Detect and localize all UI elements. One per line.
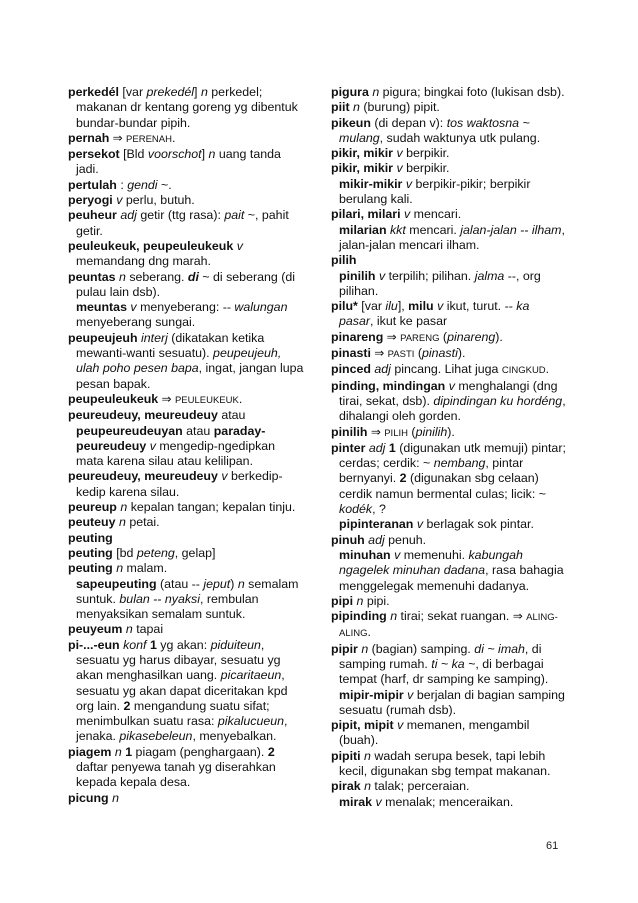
dictionary-entry bbox=[68, 208, 304, 239]
dictionary-entry bbox=[68, 178, 304, 193]
headword: pertulah bbox=[68, 177, 117, 192]
entry-text: , sudah waktunya utk pulang. bbox=[379, 130, 541, 145]
dictionary-entry bbox=[331, 146, 567, 161]
entry-text: ⇒ bbox=[509, 609, 527, 624]
dictionary-entry bbox=[331, 642, 567, 688]
headword: pinced bbox=[331, 362, 371, 377]
entry-text: mengandung suatu sifat; menimbulkan suatu rasa: bbox=[76, 698, 270, 729]
page-number: 61 bbox=[546, 840, 559, 852]
entry-text: jalan-jalan -- ilham bbox=[460, 222, 562, 237]
entry-text: seberang. bbox=[125, 269, 188, 284]
headword: mikir-mikir bbox=[339, 176, 403, 191]
entry-text: n bbox=[118, 515, 126, 530]
headword: piagem bbox=[68, 744, 112, 759]
entry-text: n bbox=[125, 622, 133, 637]
entry-text: v bbox=[394, 547, 401, 562]
entry-text: mencari. bbox=[410, 207, 462, 222]
entry-text: ], bbox=[397, 299, 409, 314]
headword: pinasti bbox=[331, 346, 371, 361]
entry-text: atau bbox=[182, 423, 214, 438]
dictionary-entry bbox=[331, 346, 567, 362]
dictionary-entry bbox=[331, 330, 567, 346]
cross-reference: CINGKUD bbox=[501, 365, 546, 377]
entry-text: , ? bbox=[372, 502, 386, 517]
entry-text: ( bbox=[407, 424, 416, 439]
entry-text: v bbox=[396, 146, 403, 161]
entry-text: ⇒ bbox=[370, 346, 388, 361]
cross-reference: ALING-ALING bbox=[339, 612, 558, 640]
dictionary-entry bbox=[68, 515, 304, 530]
entry-text: ~. bbox=[157, 177, 172, 192]
entry-text: jeput bbox=[203, 576, 231, 591]
entry-text: (atau -- bbox=[156, 576, 204, 591]
entry-text: berpikir. bbox=[402, 146, 450, 161]
headword: peureudeuy, meureudeuy bbox=[68, 408, 218, 423]
entry-text: n bbox=[116, 561, 124, 576]
headword: 2 bbox=[399, 471, 407, 486]
entry-text: berlagak sok pintar. bbox=[423, 517, 534, 532]
entry-text: kodék bbox=[339, 502, 373, 517]
entry-text: peteng bbox=[136, 545, 175, 560]
dictionary-entry bbox=[68, 622, 304, 637]
dictionary-entry bbox=[331, 299, 567, 330]
dictionary-entry bbox=[68, 408, 304, 469]
entry-text: (di depan v): bbox=[370, 115, 447, 130]
entry-text: . bbox=[238, 391, 243, 406]
entry-text: v bbox=[397, 718, 404, 733]
headword: persekot bbox=[68, 147, 120, 162]
entry-text: n bbox=[112, 790, 119, 805]
entry-text: wadah serupa besek, tapi lebih kecil, digunakan sbg tempat makanan. bbox=[339, 748, 551, 779]
entry-text: v bbox=[116, 193, 123, 208]
headword: pi-...-eun bbox=[68, 637, 120, 652]
entry-text: daftar penyewa tanah yg diserahkan kepada kepala desa. bbox=[76, 760, 276, 790]
entry-text: pikasebeleun bbox=[119, 729, 193, 744]
dictionary-entry bbox=[68, 239, 304, 270]
entry-text: v bbox=[404, 207, 411, 222]
entry-text: ( bbox=[414, 346, 422, 361]
dictionary-entry bbox=[331, 609, 567, 642]
entry-text: memenuhi. bbox=[400, 547, 469, 562]
entry-text: [var bbox=[118, 85, 147, 99]
entry-text: ). bbox=[447, 424, 455, 439]
dictionary-entry bbox=[68, 546, 304, 561]
headword: 2 bbox=[123, 698, 131, 713]
dictionary-entry bbox=[331, 161, 567, 176]
headword: pilu* bbox=[331, 299, 358, 314]
entry-text: n bbox=[114, 744, 122, 759]
entry-text: v bbox=[236, 238, 243, 253]
sub-entry bbox=[331, 177, 567, 208]
entry-text: v bbox=[130, 300, 137, 315]
dictionary-entry bbox=[68, 85, 304, 131]
entry-text: v bbox=[149, 438, 156, 453]
dictionary-entry bbox=[68, 392, 304, 408]
entry-text: pincang. Lihat juga bbox=[390, 362, 502, 377]
entry-text: n bbox=[118, 269, 126, 284]
headword: pilari, milari bbox=[331, 207, 401, 222]
entry-text: uang tanda jadi. bbox=[76, 147, 281, 177]
headword: pilih bbox=[331, 253, 357, 268]
entry-text: getir (ttg rasa): bbox=[136, 208, 225, 223]
entry-text: ~, pahit getir. bbox=[76, 208, 289, 238]
entry-text: n bbox=[120, 500, 128, 515]
dictionary-entry bbox=[331, 362, 567, 378]
headword: pipiti bbox=[331, 748, 361, 763]
headword: piit bbox=[331, 100, 350, 115]
headword: 2 bbox=[267, 744, 275, 759]
cross-reference: PILIH bbox=[384, 427, 408, 439]
entry-text: n bbox=[356, 593, 364, 608]
headword: peuting bbox=[68, 545, 113, 560]
entry-text: prekedél bbox=[146, 85, 195, 99]
entry-text: pinasti bbox=[422, 346, 458, 361]
entry-text: v bbox=[448, 378, 455, 393]
headword: picung bbox=[68, 790, 109, 805]
entry-text: terpilih; pilihan. bbox=[385, 268, 475, 283]
headword: perkedél bbox=[68, 85, 119, 99]
headword: minuhan bbox=[339, 547, 391, 562]
headword: pernah bbox=[68, 130, 110, 145]
dictionary-entry bbox=[331, 253, 567, 268]
entry-text: , sesuatu yg harus dibayar, sesuatu yg akan menghasilkan uang. bbox=[76, 637, 281, 683]
headword: milarian bbox=[339, 222, 387, 237]
cross-reference: PEULEUKEUK bbox=[174, 394, 239, 406]
headword: mipir-mipir bbox=[339, 687, 404, 702]
entry-text: (digunakan utk memuji) pintar; cerdas; cerdik: ~ bbox=[339, 440, 566, 471]
entry-text: [var bbox=[357, 299, 386, 314]
entry-text: n bbox=[372, 85, 380, 99]
headword: pipinding bbox=[331, 609, 387, 624]
entry-text: berpikir. bbox=[402, 161, 450, 176]
entry-text: picaritaeun bbox=[220, 668, 282, 683]
entry-text: adj bbox=[120, 208, 137, 223]
headword: peuleukeuk, peupeuleukeuk bbox=[68, 238, 234, 253]
entry-text: yg akan: bbox=[156, 637, 211, 652]
entry-text: ⇒ bbox=[383, 329, 401, 344]
entry-text: [Bld bbox=[119, 147, 148, 162]
dictionary-entry bbox=[68, 331, 304, 392]
sub-entry bbox=[331, 223, 567, 254]
entry-text: kepalan tangan; kepalan tinju. bbox=[127, 500, 296, 515]
entry-text: menyeberang: -- bbox=[136, 300, 235, 315]
headword: peuteuy bbox=[68, 515, 116, 530]
entry-text: konf bbox=[123, 637, 147, 652]
entry-text: n bbox=[237, 576, 245, 591]
entry-text: memandang dng marah. bbox=[76, 254, 212, 269]
dictionary-entry bbox=[331, 85, 567, 100]
entry-text: tos waktosna ~ mulang bbox=[339, 115, 530, 145]
headword: pirak bbox=[331, 779, 361, 794]
headword: pipit, mipit bbox=[331, 718, 394, 733]
headword: pipi bbox=[331, 593, 354, 608]
dictionary-entry bbox=[331, 718, 567, 749]
dictionary-entry bbox=[331, 425, 567, 441]
entry-text: di bbox=[187, 269, 199, 284]
headword: pigura bbox=[331, 85, 369, 99]
dictionary-entry bbox=[331, 379, 567, 425]
entry-text: v bbox=[396, 161, 403, 176]
entry-text: voorschot bbox=[147, 147, 202, 162]
headword: pipinteranan bbox=[339, 517, 414, 532]
entry-text: ( bbox=[439, 329, 448, 344]
headword: pikir, mikir bbox=[331, 161, 393, 176]
entry-text: berjalan di bagian samping sesuatu (rumah dsb). bbox=[339, 687, 565, 717]
headword: pinuh bbox=[331, 532, 365, 547]
entry-text: nembang bbox=[433, 456, 486, 471]
entry-text: piduiteun bbox=[210, 637, 261, 652]
entry-text: , menyebalkan. bbox=[192, 729, 277, 744]
entry-text: kabungah ngagelek minuhan dadana bbox=[339, 547, 523, 578]
sub-entry bbox=[331, 517, 567, 532]
entry-text: pipi. bbox=[363, 593, 390, 608]
headword: 1 bbox=[125, 744, 133, 759]
dictionary-entry bbox=[331, 533, 567, 548]
entry-text: , jenaka. bbox=[76, 714, 288, 744]
dictionary-entry bbox=[68, 791, 304, 806]
dictionary-entry bbox=[331, 441, 567, 517]
dictionary-entry bbox=[331, 116, 567, 147]
entry-text: kkt bbox=[389, 222, 406, 237]
headword: 1 bbox=[388, 440, 396, 455]
dictionary-entry bbox=[68, 561, 304, 576]
entry-text: (bagian) samping. bbox=[368, 641, 475, 656]
headword: mirak bbox=[339, 794, 373, 809]
entry-text: ) bbox=[230, 576, 238, 591]
cross-reference: PARENG bbox=[400, 332, 440, 344]
headword: pinter bbox=[331, 440, 366, 455]
headword: peureudeuy, meureudeuy bbox=[68, 469, 218, 484]
entry-text: ilu bbox=[385, 299, 398, 314]
entry-text: ka pasar bbox=[339, 299, 530, 329]
headword: peuntas bbox=[68, 269, 116, 284]
headword: pinilih bbox=[339, 268, 376, 283]
entry-text: --, org pilihan. bbox=[339, 268, 541, 298]
sub-entry bbox=[68, 300, 304, 331]
entry-text: , ikut ke pasar bbox=[370, 314, 448, 329]
dictionary-entry bbox=[68, 147, 304, 178]
entry-text: v bbox=[378, 268, 386, 283]
entry-text: n bbox=[361, 641, 369, 656]
entry-text: semalam suntuk. bbox=[76, 576, 299, 606]
left-column bbox=[68, 85, 304, 806]
entry-text: ikut, turut. -- bbox=[443, 299, 517, 314]
entry-text: menyeberang sungai. bbox=[76, 315, 196, 330]
dictionary-entry bbox=[331, 594, 567, 609]
entry-text: piagam (penghargaan). bbox=[132, 744, 268, 759]
entry-text: n bbox=[353, 100, 360, 115]
entry-text: v bbox=[407, 687, 414, 702]
dictionary-entry bbox=[68, 500, 304, 515]
headword: pikir, mikir bbox=[331, 146, 393, 161]
entry-text: ⇒ bbox=[367, 424, 385, 439]
headword: meuntas bbox=[76, 300, 127, 315]
entry-text: mencari. bbox=[405, 222, 461, 237]
cross-reference: PASTI bbox=[387, 349, 415, 361]
entry-text: ~ di seberang (di pulau lain dsb). bbox=[76, 269, 295, 299]
entry-text: di ~ imah bbox=[474, 641, 525, 656]
dictionary-entry bbox=[68, 270, 304, 301]
entry-text: menghalangi (dng tirai, sekat, dsb). bbox=[339, 378, 558, 408]
dictionary-entry bbox=[68, 469, 304, 500]
entry-text: n bbox=[200, 85, 208, 99]
entry-text: n bbox=[208, 147, 216, 162]
dictionary-entry bbox=[331, 749, 567, 780]
entry-text: (dikatakan ketika mewanti-wanti sesuatu). bbox=[76, 330, 265, 361]
entry-text: pinilih bbox=[415, 424, 448, 439]
sub-entry bbox=[331, 269, 567, 300]
headword: peuting bbox=[68, 530, 113, 545]
entry-text: (digunakan sbg celaan) cerdik namun bermental culas; licik: ~ bbox=[339, 471, 546, 501]
headword: peuheur bbox=[68, 208, 117, 223]
dictionary-entry bbox=[68, 531, 304, 546]
headword: pikeun bbox=[331, 115, 371, 130]
entry-text: (burung) pipit. bbox=[359, 100, 440, 115]
sub-entry bbox=[331, 795, 567, 810]
cross-reference: PERENAH bbox=[126, 133, 172, 145]
headword: pinding, mindingan bbox=[331, 378, 446, 393]
headword: peupeujeuh bbox=[68, 330, 138, 345]
headword: sapeupeuting bbox=[76, 576, 157, 591]
headword: pinilih bbox=[331, 424, 368, 439]
headword: 1 bbox=[149, 637, 157, 652]
entry-text: walungan bbox=[234, 300, 288, 315]
entry-text: ti ~ ka ~ bbox=[431, 656, 476, 671]
entry-text: , di berbagai tempat (harf, dr samping ke samping). bbox=[339, 656, 549, 687]
entry-text: n bbox=[364, 748, 371, 763]
entry-text: ] bbox=[201, 147, 209, 162]
entry-text: menalak; menceraikan. bbox=[381, 794, 514, 809]
entry-text: memanen, mengambil (buah). bbox=[339, 718, 530, 748]
headword: peuting bbox=[68, 561, 113, 576]
entry-text: , pintar bernyanyi. bbox=[339, 456, 524, 486]
entry-text: pinareng bbox=[447, 329, 496, 344]
entry-text: adj bbox=[368, 440, 386, 455]
entry-text: , gelap] bbox=[174, 545, 216, 560]
entry-text: ] bbox=[194, 85, 201, 99]
headword: peupeureudeuyan bbox=[76, 423, 183, 438]
entry-text: , jalan-jalan mencari ilham. bbox=[339, 222, 565, 252]
sub-entry bbox=[331, 548, 567, 594]
headword: peryogi bbox=[68, 193, 113, 208]
entry-text: . bbox=[545, 362, 550, 377]
entry-text: mengedip-ngedipkan mata karena silau atau kelilipan. bbox=[76, 438, 276, 469]
entry-text: ⇒ bbox=[158, 391, 175, 406]
entry-text: perlu, butuh. bbox=[122, 193, 195, 208]
entry-text: , dihalangi oleh gorden. bbox=[339, 393, 566, 424]
entry-text: berpikir-pikir; berpikir berulang kali. bbox=[339, 176, 531, 207]
dictionary-entry bbox=[331, 779, 567, 794]
entry-text: ⇒ bbox=[109, 130, 127, 145]
sub-entry bbox=[331, 688, 567, 719]
entry-text: v bbox=[416, 517, 424, 532]
entry-text: talak; perceraian. bbox=[370, 779, 470, 794]
dictionary-entry bbox=[68, 745, 304, 791]
entry-text: tapai bbox=[132, 622, 164, 637]
entry-text: [bd bbox=[112, 545, 137, 560]
sub-entry bbox=[68, 577, 304, 623]
entry-text: . bbox=[367, 625, 371, 640]
entry-text: pigura; bingkai foto (lukisan dsb). bbox=[379, 85, 565, 99]
headword: peuyeum bbox=[68, 622, 123, 637]
entry-text: v bbox=[437, 299, 444, 314]
entry-text: n bbox=[364, 779, 371, 794]
entry-text: bulan -- nyaksi bbox=[119, 591, 200, 606]
headword: milu bbox=[408, 299, 434, 314]
entry-text: penuh. bbox=[384, 532, 427, 547]
entry-text: pikalucueun bbox=[217, 714, 285, 729]
dictionary-entry bbox=[68, 193, 304, 208]
entry-text: ). bbox=[457, 346, 466, 361]
entry-text: petai. bbox=[125, 515, 160, 530]
headword: pipir bbox=[331, 641, 358, 656]
entry-text: adj bbox=[368, 532, 385, 547]
dictionary-entry bbox=[68, 131, 304, 147]
headword: pinareng bbox=[331, 329, 384, 344]
entry-text: . bbox=[171, 130, 176, 145]
entry-text: , sesuatu yg akan dapat diceritakan kpd org lain. bbox=[76, 668, 288, 713]
entry-text: : bbox=[116, 177, 128, 192]
entry-text: v bbox=[221, 469, 228, 484]
entry-text: peupeujeuh, ulah poho pesen bapa bbox=[76, 346, 282, 376]
entry-text: v bbox=[405, 176, 413, 191]
dictionary-entry bbox=[331, 100, 567, 115]
entry-text: n bbox=[390, 609, 398, 624]
entry-text: v bbox=[375, 794, 382, 809]
entry-text: , di samping rumah. bbox=[339, 641, 542, 671]
entry-text: ). bbox=[495, 329, 503, 344]
entry-text: malam. bbox=[123, 561, 168, 576]
entry-text: tirai; sekat ruangan. bbox=[397, 609, 510, 624]
headword: peureup bbox=[68, 500, 117, 515]
entry-text: berkedip-kedip karena silau. bbox=[76, 469, 283, 499]
entry-text: pait bbox=[224, 208, 245, 223]
dictionary-entry bbox=[68, 638, 304, 745]
entry-text: atau bbox=[217, 408, 246, 423]
right-column bbox=[331, 85, 567, 810]
entry-text: adj bbox=[374, 362, 391, 377]
entry-text: dipindingan ku hordéng bbox=[433, 393, 563, 408]
headword: peupeuleukeuk bbox=[68, 391, 159, 406]
entry-text: , rasa bahagia menggelegak memenuhi dadanya. bbox=[339, 563, 564, 593]
entry-text: , rembulan menyaksikan semalam suntuk. bbox=[76, 591, 259, 622]
entry-text: jalma bbox=[474, 268, 505, 283]
dictionary-entry bbox=[331, 207, 567, 222]
headword: paraday-peureudeuy bbox=[76, 423, 266, 453]
entry-text: interj bbox=[140, 330, 168, 345]
entry-text: perkedel; makanan dr kentang goreng yg dibentuk bundar-bundar pipih. bbox=[76, 85, 298, 130]
entry-text: gendi bbox=[127, 177, 158, 192]
entry-text: , ingat, jangan lupa pesan bapak. bbox=[76, 361, 304, 391]
